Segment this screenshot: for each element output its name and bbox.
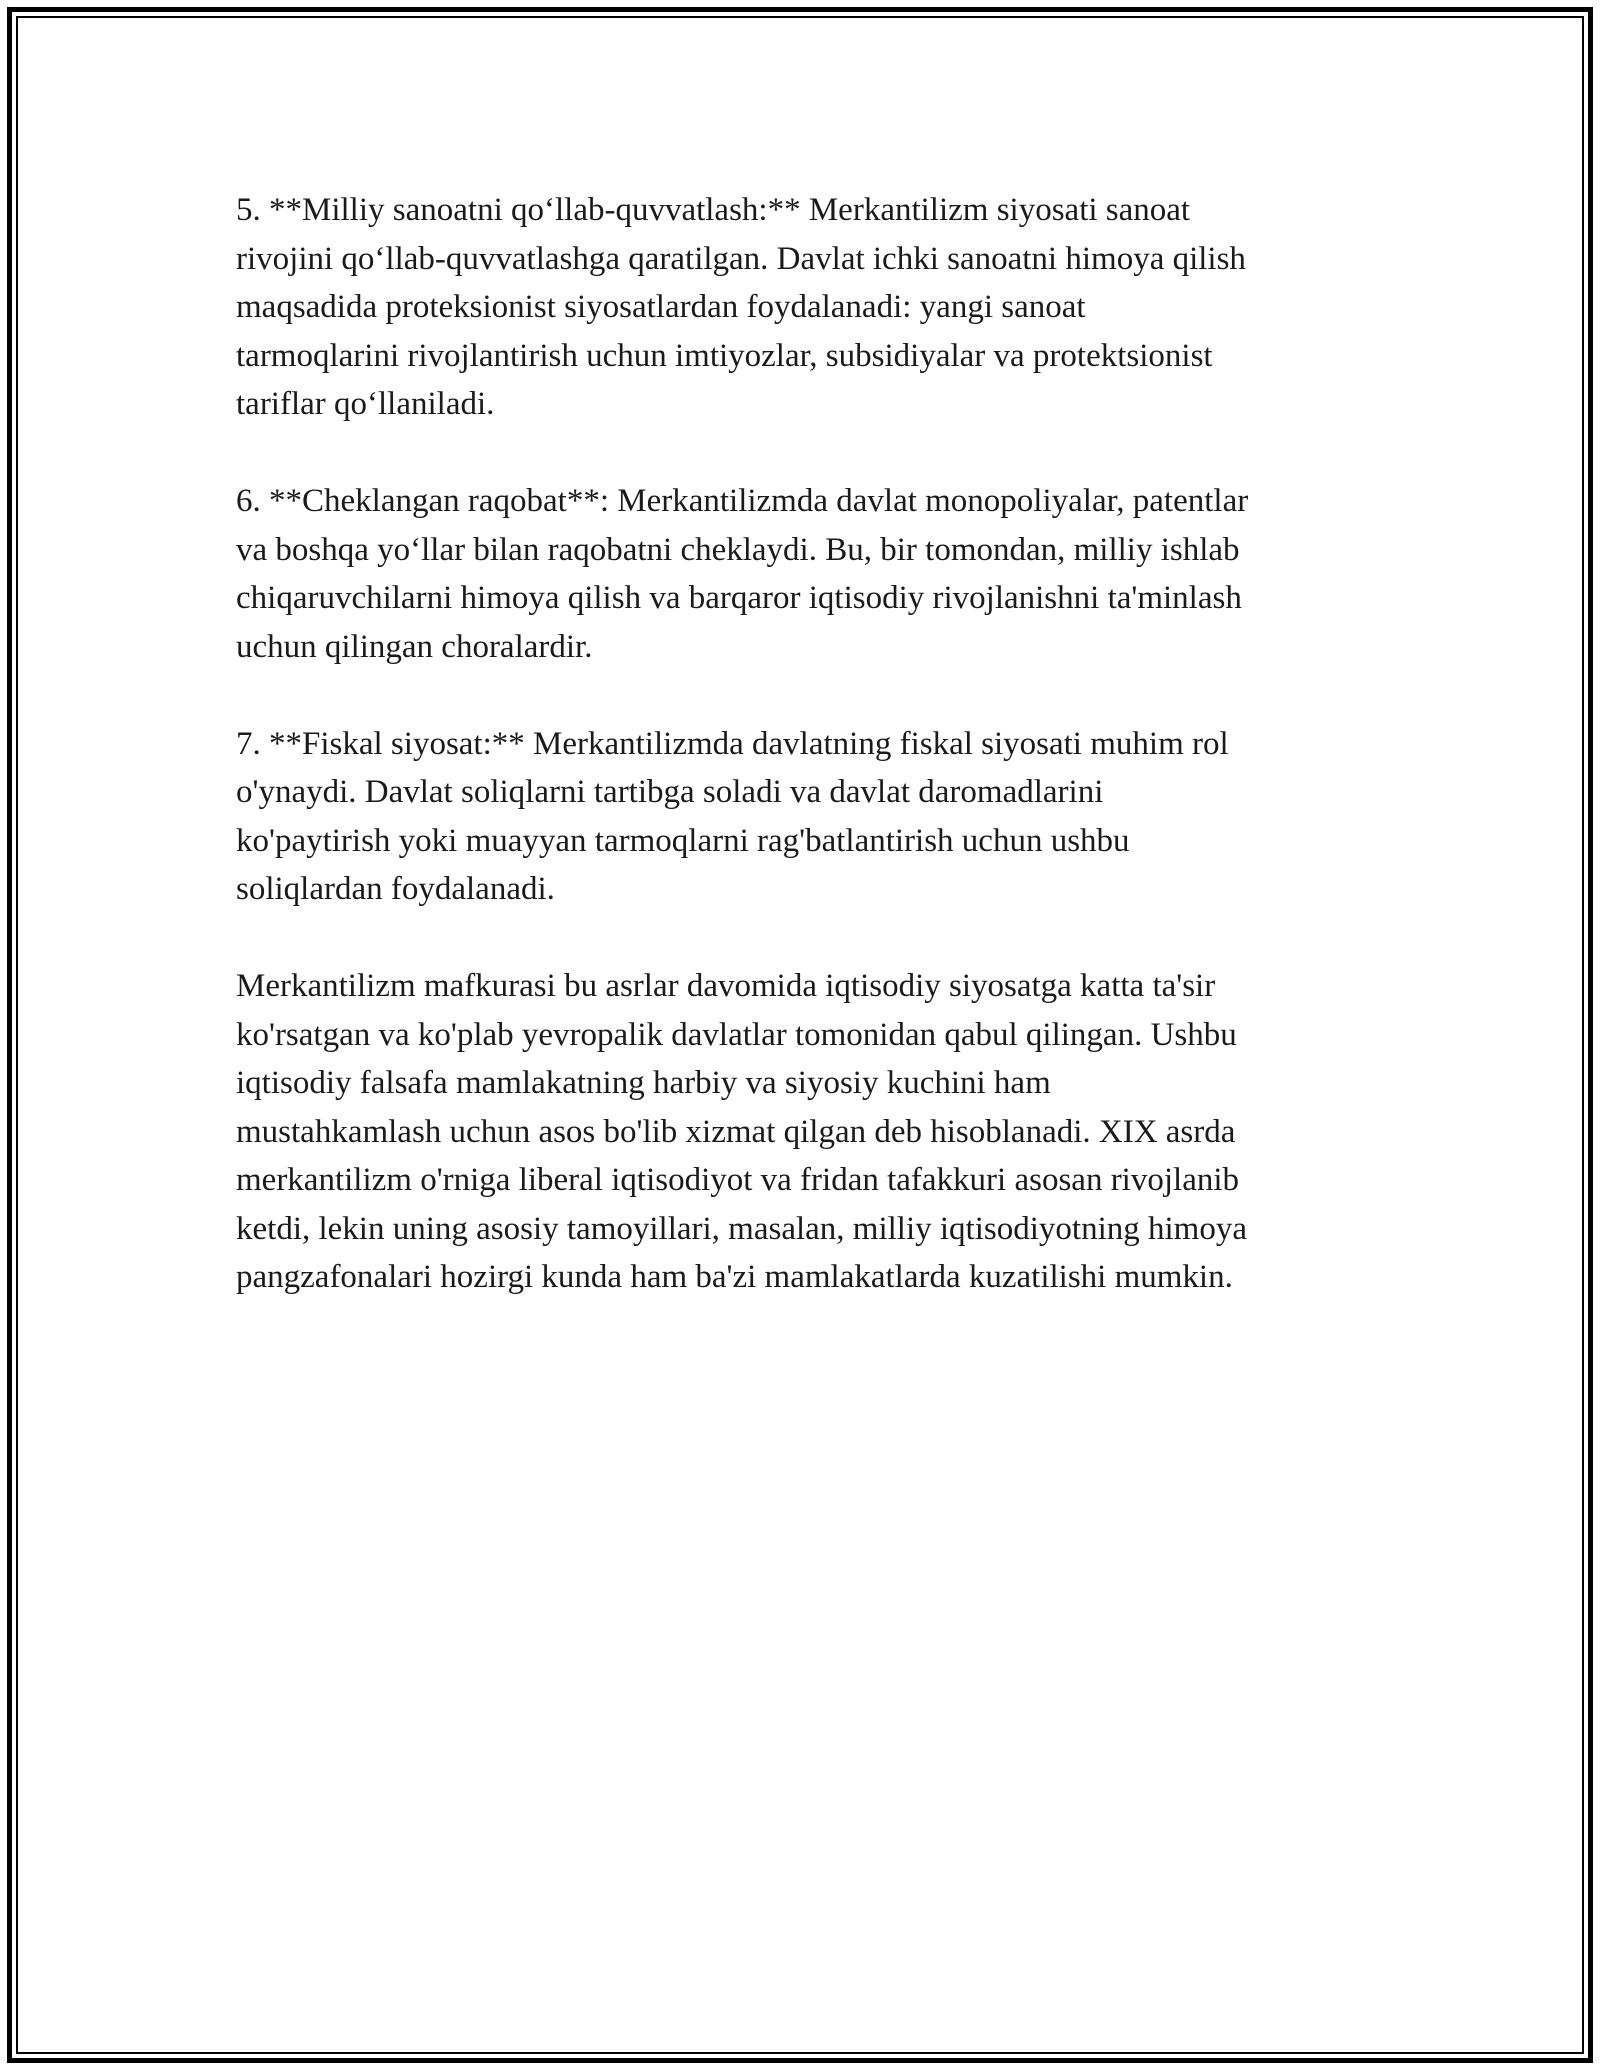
text-line: ko'paytirish yoki muayyan tarmoqlarni rag'batlantirish uchun ushbu [236, 822, 1130, 859]
text-line: chiqaruvchilarni himoya qilish va barqaror iqtisodiy rivojlanishni ta'minlash [236, 580, 1242, 616]
text-line: merkantilizm o'rniga liberal iqtisodiyot va fridan tafakkuri asosan rivojlanib [236, 1162, 1240, 1198]
paragraph-cheklangan-raqobat [236, 477, 1386, 671]
text-line: 6. **Cheklangan raqobat**: Merkantilizmda davlat monopoliyalar, patentlar [236, 483, 1249, 519]
text-line: ko'rsatgan va ko'plab yevropalik davlatlar tomonidan qabul qilingan. Ushbu [236, 1016, 1237, 1053]
text-line: iqtisodiy falsafa mamlakatning harbiy va siyosiy kuchini ham [236, 1065, 1051, 1101]
text-line: tariflar qo‘llaniladi. [236, 386, 495, 422]
text-line: pangzafonalari hozirgi kunda ham ba'zi mamlakatlarda kuzatilishi mumkin. [236, 1259, 1233, 1295]
text-line: mustahkamlash uchun asos bo'lib xizmat qilgan deb hisoblanadi. XIX asrda [236, 1113, 1236, 1150]
document-body [236, 186, 1386, 1350]
text-line: ketdi, lekin uning asosiy tamoyillari, masalan, milliy iqtisodiyotning himoya [236, 1210, 1247, 1247]
text-line: o'ynaydi. Davlat soliqlarni tartibga soladi va davlat daromadlarini [236, 774, 1104, 810]
text-line: va boshqa yo‘llar bilan raqobatni cheklaydi. Bu, bir tomondan, milliy ishlab [236, 531, 1240, 568]
text-line: maqsadida proteksionist siyosatlardan foydalanadi: yangi sanoat [236, 289, 1086, 325]
paragraph-milliy-sanoat [236, 186, 1386, 429]
text-line: soliqlardan foydalanadi. [236, 871, 555, 907]
text-line: 7. **Fiskal siyosat:** Merkantilizmda davlatning fiskal siyosati muhim rol [236, 725, 1229, 762]
text-line: tarmoqlarini rivojlantirish uchun imtiyozlar, subsidiyalar va protektsionist [236, 337, 1213, 374]
text-line: rivojini qo‘llab-quvvatlashga qaratilgan. Davlat ichki sanoatni himoya qilish [236, 240, 1246, 277]
text-line: Merkantilizm mafkurasi bu asrlar davomida iqtisodiy siyosatga katta ta'sir [236, 968, 1216, 1004]
text-line: 5. **Milliy sanoatni qo‘llab-quvvatlash:** Merkantilizm siyosati sanoat [236, 192, 1191, 228]
text-line: uchun qilingan choralardir. [236, 628, 593, 665]
paragraph-fiskal-siyosat [236, 720, 1386, 914]
paragraph-conclusion [236, 962, 1386, 1302]
